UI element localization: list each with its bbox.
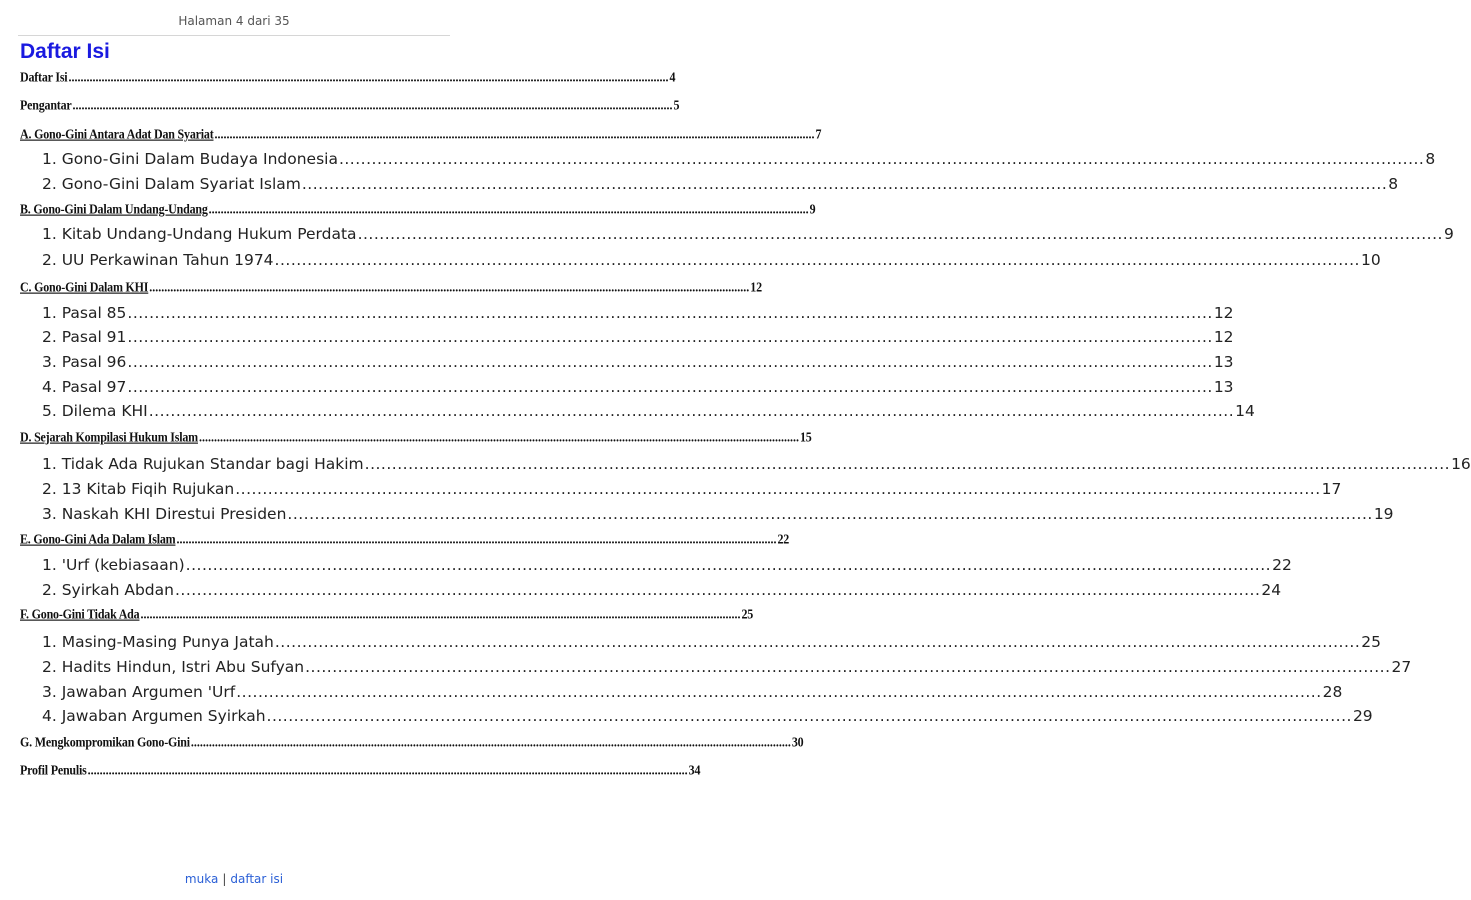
toc-entry-page: 22 xyxy=(777,530,790,547)
toc-subsection[interactable] xyxy=(42,658,1412,676)
toc-entry-page: 9 xyxy=(1443,225,1454,243)
dot-leader: ........................................................................................................................................................................................................ xyxy=(364,455,1451,473)
toc-entry-label: 2. Syirkah Abdan xyxy=(42,581,174,599)
dot-leader: ........................................................................................................................................................................................................ xyxy=(274,633,1361,651)
toc-entry-page: 24 xyxy=(1261,581,1282,599)
dot-leader: ........................................................................................................................................................................................................ xyxy=(236,683,1322,701)
toc-subsection[interactable] xyxy=(42,304,1234,322)
toc-entry-page: 25 xyxy=(741,605,754,622)
toc-entry-label: 1. Tidak Ada Rujukan Standar bagi Hakim xyxy=(42,455,364,473)
toc-entry-page: 8 xyxy=(1388,175,1399,193)
dot-leader: ........................................................................................................................................................................................................ xyxy=(127,304,1213,322)
toc-entry-page: 10 xyxy=(1360,251,1381,269)
page-header: Halaman 4 dari 35 xyxy=(178,14,290,28)
dot-leader: ........................................................................................................................................................................................................ xyxy=(274,251,1360,269)
toc-entry-page: 12 xyxy=(1213,304,1234,322)
toc-section[interactable] xyxy=(20,68,676,86)
dot-leader: ........................................................................................................................................................................................................ xyxy=(127,328,1213,346)
toc-entry-label: Daftar Isi xyxy=(20,68,68,85)
toc-entry-label: B. Gono-Gini Dalam Undang-Undang xyxy=(20,200,208,217)
toc-entry-label: D. Sejarah Kompilasi Hukum Islam xyxy=(20,428,198,445)
dot-leader: ........................................................................................................................................................................................................ xyxy=(127,353,1213,371)
toc-section[interactable] xyxy=(20,605,754,623)
toc-entry-page: 16 xyxy=(1451,455,1471,473)
footer-separator: | xyxy=(222,872,227,886)
dot-leader: ........................................................................................................................................................................................................ xyxy=(266,707,1352,725)
dot-leader: ........................................................................................................................................................................................................ xyxy=(190,733,791,750)
toc-entry-page: 9 xyxy=(809,200,816,217)
toc-entry-page: 15 xyxy=(799,428,812,445)
dot-leader: ........................................................................................................................................................................................................ xyxy=(208,200,809,217)
toc-entry-page: 14 xyxy=(1235,402,1255,420)
dot-leader: ........................................................................................................................................................................................................ xyxy=(174,581,1261,599)
dot-leader: ........................................................................................................................................................................................................ xyxy=(149,278,750,295)
toc-entry-page: 13 xyxy=(1213,378,1234,396)
toc-section[interactable] xyxy=(20,200,816,218)
dot-leader: ........................................................................................................................................................................................................ xyxy=(185,556,1272,574)
toc-entry-label: 2. Gono-Gini Dalam Syariat Islam xyxy=(42,175,301,193)
toc-entry-page: 12 xyxy=(1213,328,1234,346)
dot-leader: ........................................................................................................................................................................................................ xyxy=(87,761,688,778)
toc-subsection[interactable] xyxy=(42,378,1234,396)
toc-entry-label: C. Gono-Gini Dalam KHI xyxy=(20,278,149,295)
toc-section[interactable] xyxy=(20,733,804,751)
toc-subsection[interactable] xyxy=(42,402,1255,420)
toc-entry-label: 5. Dilema KHI xyxy=(42,402,148,420)
toc-entry-page: 28 xyxy=(1322,683,1343,701)
toc-entry-page: 25 xyxy=(1361,633,1381,651)
toc-subsection[interactable] xyxy=(42,505,1394,523)
dot-leader: ........................................................................................................................................................................................................ xyxy=(198,428,799,445)
toc-entry-label: 2. Pasal 91 xyxy=(42,328,127,346)
toc-section[interactable] xyxy=(20,428,812,446)
toc-section[interactable] xyxy=(20,96,680,114)
toc-subsection[interactable] xyxy=(42,328,1234,346)
toc-entry-label: 3. Pasal 96 xyxy=(42,353,127,371)
toc-subsection[interactable] xyxy=(42,150,1436,168)
dot-leader: ........................................................................................................................................................................................................ xyxy=(357,225,1443,243)
toc-entry-page: 17 xyxy=(1321,480,1342,498)
toc-subsection[interactable] xyxy=(42,581,1282,599)
toc-entry-label: Profil Penulis xyxy=(20,761,87,778)
toc-entry-label: E. Gono-Gini Ada Dalam Islam xyxy=(20,530,176,547)
dot-leader: ........................................................................................................................................................................................................ xyxy=(301,175,1388,193)
toc-entry-label: A. Gono-Gini Antara Adat Dan Syariat xyxy=(20,125,214,142)
toc-subsection[interactable] xyxy=(42,480,1342,498)
toc-entry-label: 3. Jawaban Argumen 'Urf xyxy=(42,683,236,701)
toc-entry-page: 27 xyxy=(1391,658,1412,676)
toc-entry-label: 1. Kitab Undang-Undang Hukum Perdata xyxy=(42,225,357,243)
toc-entry-page: 30 xyxy=(791,733,804,750)
toc-entry-page: 13 xyxy=(1213,353,1234,371)
toc-subsection[interactable] xyxy=(42,353,1234,371)
dot-leader: ........................................................................................................................................................................................................ xyxy=(235,480,1321,498)
dot-leader: ........................................................................................................................................................................................................ xyxy=(148,402,1235,420)
toc-entry-label: 2. UU Perkawinan Tahun 1974 xyxy=(42,251,274,269)
toc-entry-page: 29 xyxy=(1352,707,1373,725)
dot-leader: ........................................................................................................................................................................................................ xyxy=(127,378,1213,396)
toc-entry-label: 1. Masing-Masing Punya Jatah xyxy=(42,633,274,651)
toc-subsection[interactable] xyxy=(42,175,1399,193)
toc-entry-label: 3. Naskah KHI Direstui Presiden xyxy=(42,505,287,523)
toc-entry-page: 19 xyxy=(1373,505,1394,523)
home-link[interactable]: muka xyxy=(184,872,219,886)
toc-subsection[interactable] xyxy=(42,455,1471,473)
dot-leader: ........................................................................................................................................................................................................ xyxy=(214,125,815,142)
toc-section[interactable] xyxy=(20,278,762,296)
dot-leader: ........................................................................................................................................................................................................ xyxy=(72,96,673,113)
toc-section[interactable] xyxy=(20,125,822,143)
footer-nav xyxy=(0,872,468,886)
toc-entry-label: 1. 'Urf (kebiasaan) xyxy=(42,556,185,574)
toc-link[interactable]: daftar isi xyxy=(230,872,284,886)
header-divider xyxy=(18,35,450,36)
toc-section[interactable] xyxy=(20,761,701,779)
toc-subsection[interactable] xyxy=(42,683,1343,701)
toc-entry-page: 22 xyxy=(1272,556,1292,574)
toc-entry-label: 4. Jawaban Argumen Syirkah xyxy=(42,707,266,725)
toc-entry-page: 34 xyxy=(688,761,701,778)
toc-entry-label: 2. Hadits Hindun, Istri Abu Sufyan xyxy=(42,658,305,676)
toc-section[interactable] xyxy=(20,530,790,548)
toc-subsection[interactable] xyxy=(42,707,1373,725)
dot-leader: ........................................................................................................................................................................................................ xyxy=(68,68,669,85)
dot-leader: ........................................................................................................................................................................................................ xyxy=(338,150,1425,168)
toc-subsection[interactable] xyxy=(42,251,1381,269)
toc-entry-page: 5 xyxy=(673,96,680,113)
toc-entry-label: 1. Pasal 85 xyxy=(42,304,127,322)
dot-leader: ........................................................................................................................................................................................................ xyxy=(305,658,1391,676)
toc-entry-page: 7 xyxy=(815,125,822,142)
toc-entry-label: G. Mengkompromikan Gono-Gini xyxy=(20,733,190,750)
toc-subsection[interactable] xyxy=(42,633,1381,651)
doc-title: Daftar Isi xyxy=(20,40,110,63)
dot-leader: ........................................................................................................................................................................................................ xyxy=(140,605,741,622)
toc-entry-label: 1. Gono-Gini Dalam Budaya Indonesia xyxy=(42,150,338,168)
toc-entry-page: 12 xyxy=(750,278,762,295)
toc-entry-label: Pengantar xyxy=(20,96,72,113)
toc-entry-page: 4 xyxy=(669,68,676,85)
toc-entry-label: 2. 13 Kitab Fiqih Rujukan xyxy=(42,480,235,498)
toc-entry-page: 8 xyxy=(1425,150,1436,168)
toc-entry-label: F. Gono-Gini Tidak Ada xyxy=(20,605,140,622)
toc-subsection[interactable] xyxy=(42,556,1292,574)
dot-leader: ........................................................................................................................................................................................................ xyxy=(176,530,777,547)
dot-leader: ........................................................................................................................................................................................................ xyxy=(287,505,1373,523)
toc-entry-label: 4. Pasal 97 xyxy=(42,378,127,396)
toc-subsection[interactable] xyxy=(42,225,1454,243)
